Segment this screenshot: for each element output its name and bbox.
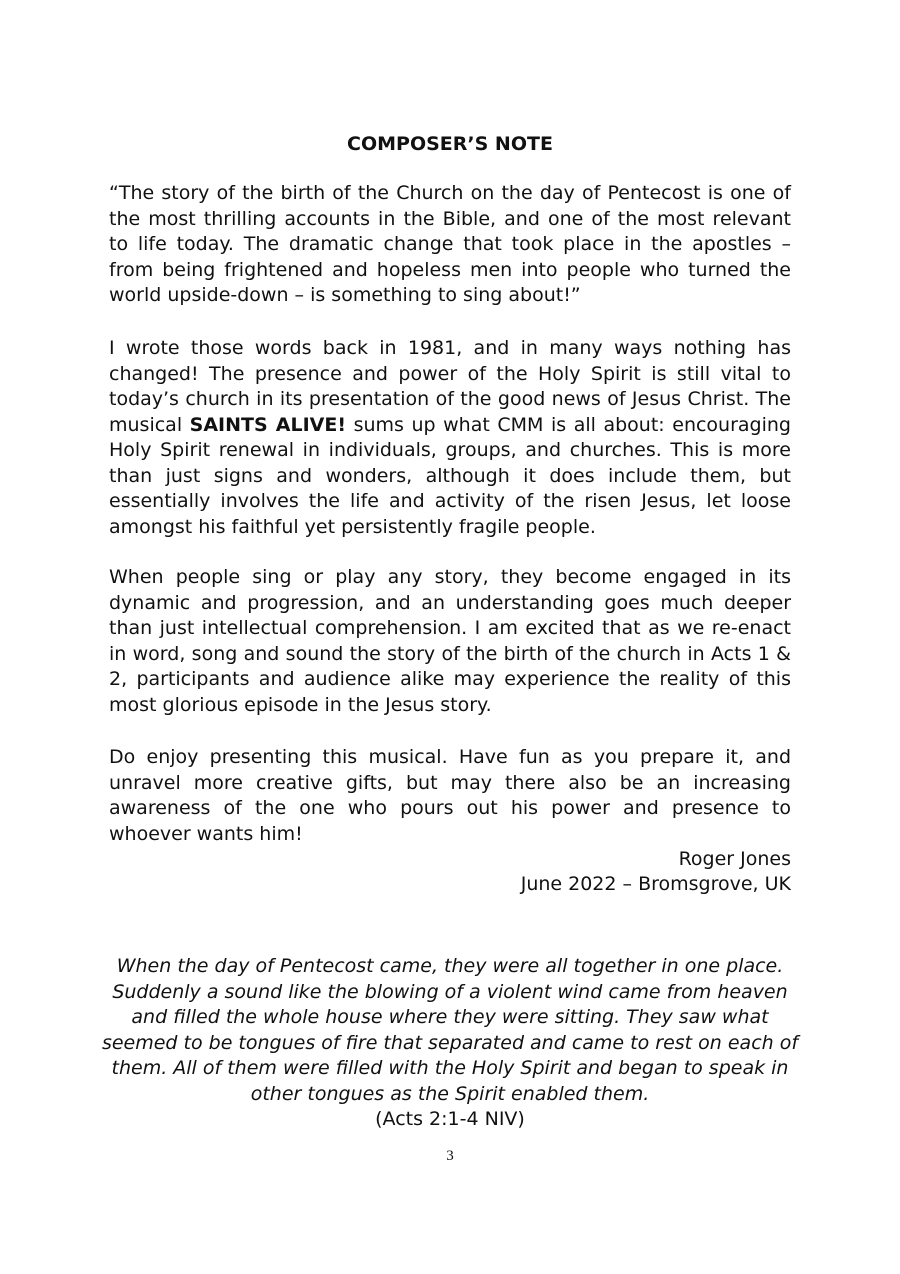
scripture-reference: (Acts 2:1-4 NIV)	[375, 1108, 525, 1130]
paragraph-text: sums up what CMM is all about: encouraging Holy Spirit renewal in individuals, groups, and churches. This is more than just signs and wonders, although it does include them, but essentially involves the life and activity of the risen Jesus, let loose amongst his faithful yet persistently fragile people.	[109, 413, 791, 538]
paragraph-text: I wrote those words back in 1981, and in many ways nothing has changed! The presence and power of the Holy Spirit is still vital to today’s church in its presentation of the good news of Jesus Christ. The musical	[109, 337, 791, 436]
paragraph-story: When people sing or play any story, they become engaged in its dynamic and progression, and an understanding goes much deeper than just intellectual comprehension. I am excited that as we re-enact in word, song and sound the story of the birth of the church in Acts 1 & 2, participants and audience alike may experience the reality of this most glorious episode in the Jesus story.	[109, 566, 791, 716]
musical-title: SAINTS ALIVE!	[189, 413, 347, 436]
signature-name: Roger Jones	[678, 848, 791, 870]
scripture-quote: When the day of Pentecost came, they were all together in one place. Suddenly a sound like the blowing of a violent wind came from heaven and filled the whole house where they were sitting. They saw what seemed to be tongues of fire that separated and came to rest on each of them. All of them were filled with the Holy Spirit and began to speak in other tongues as the Spirit enabled them.	[101, 955, 799, 1105]
paragraph-intro-quote: “The story of the birth of the Church on the day of Pentecost is one of the most thrilling accounts in the Bible, and one of the most relevant to life today. The dramatic change that took place in the apostles – from being frightened and hopeless men into people who turned the world upside-down – is something to sing about!”	[109, 182, 791, 306]
page-title: COMPOSER’S NOTE	[347, 133, 553, 155]
page-number: 3	[446, 1148, 454, 1164]
signature-date-place: June 2022 – Bromsgrove, UK	[520, 873, 791, 895]
paragraph-saints-alive	[109, 336, 791, 540]
paragraph-enjoy: Do enjoy presenting this musical. Have fun as you prepare it, and unravel more creative gifts, but may there also be an increasing awareness of the one who pours out his power and presence to whoever wants him!	[109, 746, 791, 845]
